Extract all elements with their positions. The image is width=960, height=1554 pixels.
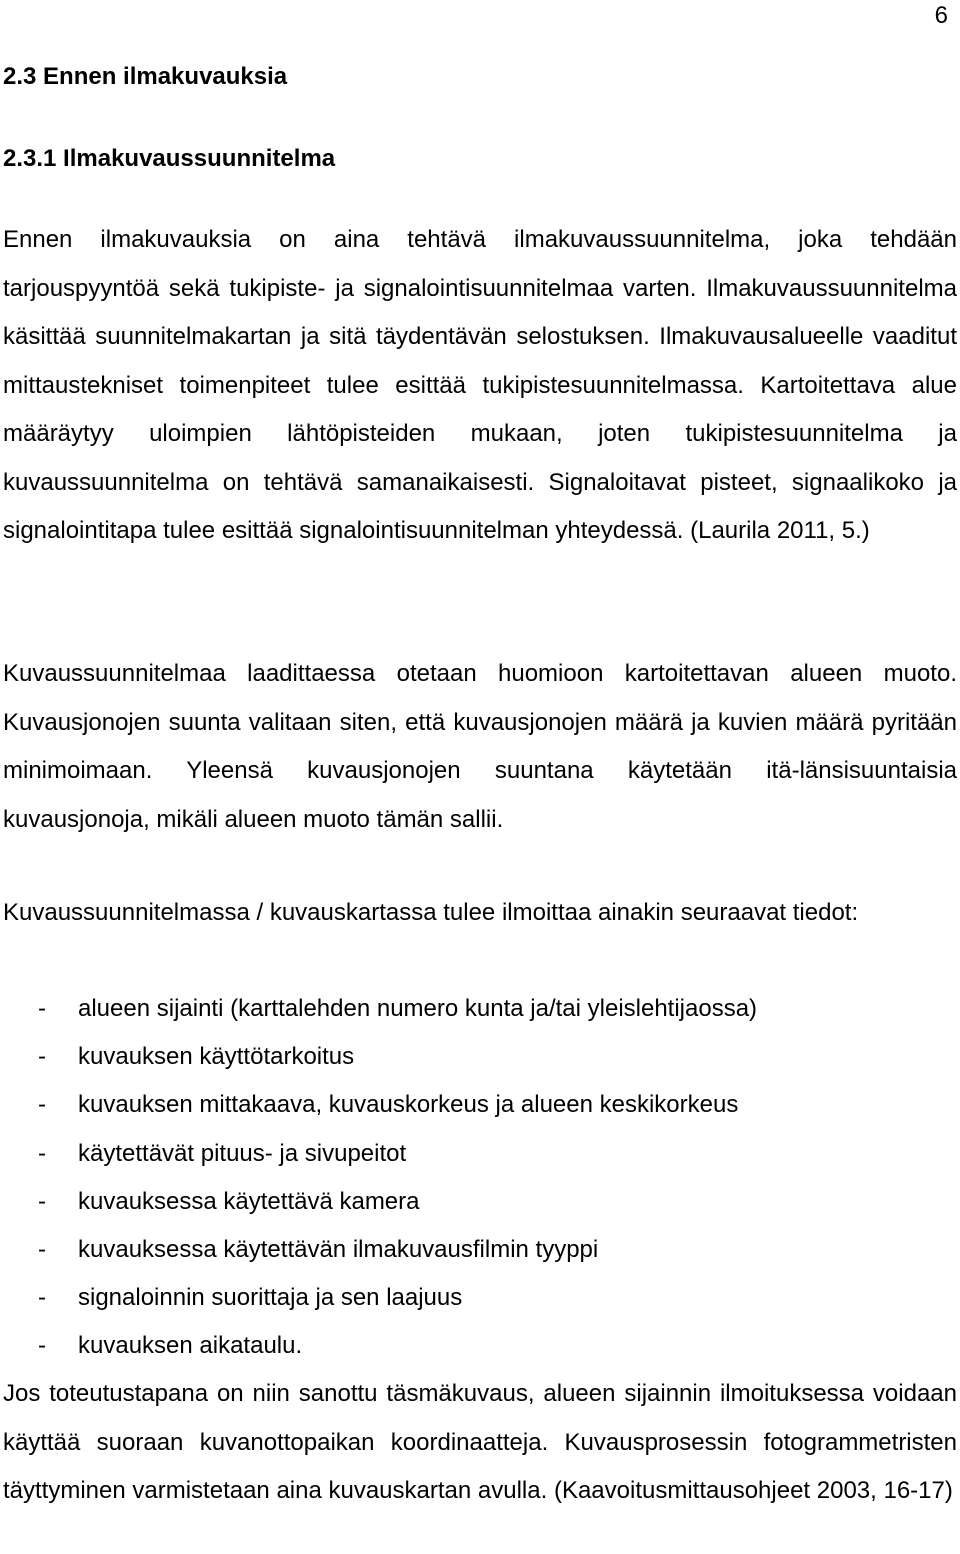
list-item-text: kuvauksen aikataulu. — [78, 1332, 303, 1360]
list-marker: - — [38, 1043, 46, 1071]
list-marker: - — [38, 1284, 46, 1312]
list-item-text: kuvauksen mittakaava, kuvauskorkeus ja alueen keskikorkeus — [78, 1091, 739, 1119]
list-item-text: kuvauksessa käytettävä kamera — [78, 1187, 420, 1215]
list-item — [3, 1226, 757, 1274]
list-marker: - — [38, 1091, 46, 1119]
list-marker: - — [38, 995, 46, 1022]
list-item-text: kuvauksessa käytettävän ilmakuvausfilmin tyyppi — [78, 1236, 599, 1264]
list-item-text: kuvauksen käyttötarkoitus — [78, 1043, 355, 1071]
list-item — [3, 1274, 757, 1322]
subsection-heading: 2.3.1 Ilmakuvaussuunnitelma — [3, 145, 336, 172]
paragraph-planning: Kuvaussuunnitelmaa laadittaessa otetaan huomioon kartoitettavan alueen muoto. Kuvausjonojen suunta valitaan siten, että kuvausjonojen määrä ja kuvien määrä pyritään minimoimaan. Yleensä kuvausjonojen suuntana käytetään itä-länsisuuntaisia kuvausjonoja, mikäli alueen muoto tämän sallii. — [3, 660, 957, 833]
list-marker: - — [38, 1236, 46, 1264]
paragraph-intro: Ennen ilmakuvauksia on aina tehtävä ilmakuvaussuunnitelma, joka tehdään tarjouspyyntöä sekä tukipiste- ja signalointisuunnitelmaa varten. Ilmakuvaussuunnitelma käsittää suunnitelmakartan ja sitä täydentävän selostuksen. Ilmakuvausalueelle vaaditut mittaustekniset toimenpiteet tulee esittää tukipistesuunnitelmassa. Kartoitettava alue määräytyy uloimpien lähtöpisteiden mukaan, joten tukipistesuunnitelma ja kuvaussuunnitelma on tehtävä samanaikaisesti. Signaloitavat pisteet, signaalikoko ja signalointitapa tulee esittää signalointisuunnitelman yhteydessä. (Laurila 2011, 5.) — [3, 226, 957, 544]
list-item — [3, 1178, 757, 1226]
list-item — [3, 1130, 757, 1178]
section-heading: 2.3 Ennen ilmakuvauksia — [3, 63, 288, 90]
list-item — [3, 1033, 757, 1081]
list-item — [3, 985, 757, 1033]
paragraph-list-intro: Kuvaussuunnitelmassa / kuvauskartassa tulee ilmoittaa ainakin seuraavat tiedot: — [3, 899, 859, 926]
list-marker: - — [38, 1332, 46, 1360]
list-item — [3, 1081, 757, 1129]
list-item — [3, 1322, 757, 1370]
required-info-list — [3, 985, 757, 1371]
page-number: 6 — [934, 2, 948, 29]
list-marker: - — [38, 1139, 46, 1167]
list-item-text: alueen sijainti (karttalehden numero kunta ja/tai yleislehtijaossa) — [78, 995, 758, 1022]
list-item-text: käytettävät pituus- ja sivupeitot — [78, 1139, 407, 1167]
paragraph-closing: Jos toteutustapana on niin sanottu täsmäkuvaus, alueen sijainnin ilmoituksessa voidaan käyttää suoraan kuvanottopaikan koordinaatteja. Kuvausprosessin fotogrammetristen täyttyminen varmistetaan aina kuvauskartan avulla. (Kaavoitusmittausohjeet 2003, 16-17) — [3, 1380, 957, 1504]
list-item-text: signaloinnin suorittaja ja sen laajuus — [78, 1284, 463, 1312]
list-marker: - — [38, 1187, 46, 1215]
